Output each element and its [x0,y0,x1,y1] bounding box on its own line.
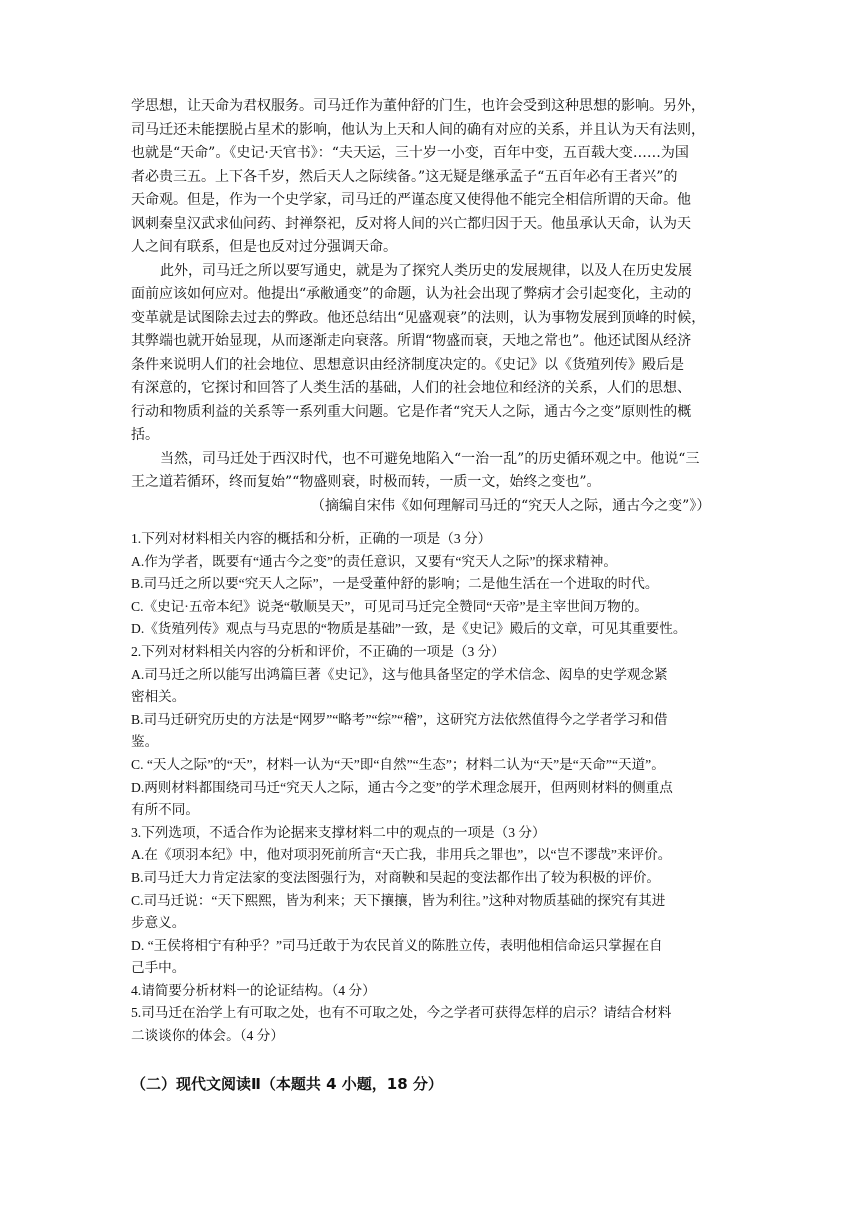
passage-line: 学思想，让天命为君权服务。司马迁作为董仲舒的门生，也许会受到这种思想的影响。另外， [131,98,705,114]
passage-line: 讽刺秦皇汉武求仙问药、封禅祭祀，反对将人间的兴亡都归因于天。他虽承认天命，认为天 [131,215,691,232]
question-line: D.《货殖列传》观点与马克思的“物质是基础”一致，是《史记》殿后的文章，可见其重要性。 [131,621,687,637]
passage-line: 天命观。但是，作为一个史学家，司马迁的严谨态度又使得他不能完全相信所谓的天命。他 [131,192,691,208]
question-line: 3.下列选项，不适合作为论据来支撑材料二中的观点的一项是（3 分） [131,824,546,840]
question-line: D. “王侯将相宁有种乎？”司马迁敢于为农民首义的陈胜立传，表明他相信命运只掌握在自 [131,937,663,953]
question-line: 5.司马迁在治学上有可取之处，也有不可取之处，今之学者可获得怎样的启示？请结合材料 [131,1005,672,1021]
question-line: 4.请简要分析材料一的论证结构。（4 分） [131,982,376,998]
passage-line: 王之道若循环，终而复始”“物盛则衰，时极而转，一质一文，始终之变也”。 [131,474,601,490]
question-line: 鉴。 [131,734,159,750]
question-line: B.司马迁研究历史的方法是“网罗”“略考”“综”“稽”，这研究方法依然值得今之学者学习和借 [131,711,668,727]
passage-line: 括。 [131,427,159,443]
passage-line: 变革就是试图除去过去的弊政。他还总结出“见盛观衰”的法则，认为事物发展到顶峰的时候， [131,309,706,326]
question-line: C.《史记·五帝本纪》说尧“敬顺昊天”，可见司马迁完全赞同“天帝”是主宰世间万物的。 [131,598,648,614]
passage-line: 条件来说明人们的社会地位、思想意识由经济制度决定的。《史记》以《货殖列传》殿后是 [131,356,684,373]
passage-line: 也就是“天命”。《史记·天官书》：“夫天运，三十岁一小变，百年中变，五百载大变……为国 [131,145,689,161]
section-heading: （二）现代文阅读Ⅱ（本题共 4 小题，18 分） [131,1075,443,1093]
question-line: 步意义。 [131,915,186,931]
question-line: 二谈谈你的体会。（4 分） [131,1028,284,1044]
question-line: 己手中。 [131,960,186,976]
reading-passage [131,95,729,518]
question-line: A.作为学者，既要有“通古今之变”的责任意识，又要有“究天人之际”的探求精神。 [131,553,617,569]
question-line: B.司马迁之所以要“究天人之际”，一是受董仲舒的影响；二是他生活在一个进取的时代。 [131,576,659,592]
question-line: A.司马迁之所以能写出鸿篇巨著《史记》，这与他具备坚定的学术信念、闳阜的史学观念紧 [131,666,668,682]
passage-line: 有深意的，它探讨和回答了人类生活的基础，人们的社会地位和经济的关系，人们的思想、 [131,380,691,396]
question-line: 1.下列对材料相关内容的概括和分析，正确的一项是（3 分） [131,531,492,546]
question-line: 密相关。 [131,689,186,705]
passage-line: 行动和物质利益的关系等一系列重大问题。它是作者“究天人之际，通古今之变”原则性的概 [131,403,692,420]
question-line: C. “天人之际”的“天”，材料一认为“天”即“自然”“生态”；材料二认为“天”是“天命”“天道”。 [131,756,665,772]
source-citation: （摘编自宋伟《如何理解司马迁的“究天人之际，通古今之变”》） [311,497,711,514]
passage-line: 人之间有联系，但是也反对过分强调天命。 [131,239,397,255]
question-line: 2.下列对材料相关内容的分析和评价，不正确的一项是（3 分） [131,643,505,659]
passage-line: 当然，司马迁处于西汉时代，也不可避免地陷入“一治一乱”的历史循环观之中。他说“三 [160,450,700,467]
question-list [131,528,731,1048]
question-line: D.两则材料都围绕司马迁“究天人之际，通古今之变”的学术理念展开，但两则材料的侧重点 [131,779,673,795]
passage-line: 其弊端也就开始显现，从而逐渐走向衰落。所谓“物盛而衰，天地之常也”。他还试图从经济 [131,333,692,349]
passage-line: 此外，司马迁之所以要写通史，就是为了探究人类历史的发展规律，以及人在历史发展 [160,262,692,279]
question-line: A.在《项羽本纪》中，他对项羽死前所言“天亡我，非用兵之罪也”，以“岂不谬哉”来评价。 [131,847,672,863]
question-line: B.司马迁大力肯定法家的变法图强行为，对商鞅和吴起的变法都作出了较为积极的评价。 [131,869,661,885]
question-line: 有所不同。 [131,802,199,818]
passage-line: 司马迁还未能摆脱占星术的影响，他认为上天和人间的确有对应的关系，并且认为天有法则， [131,121,705,138]
question-line: C.司马迁说：“天下熙熙，皆为利来；天下攘攘，皆为利往。”这种对物质基础的探究有其进 [131,892,666,908]
passage-line: 者必贵三五。上下各千岁，然后天人之际续备。”这无疑是继承孟子“五百年必有王者兴”的 [131,168,678,185]
passage-line: 面前应该如何应对。他提出“承敝通变”的命题，认为社会出现了弊病才会引起变化，主动的 [131,286,692,302]
